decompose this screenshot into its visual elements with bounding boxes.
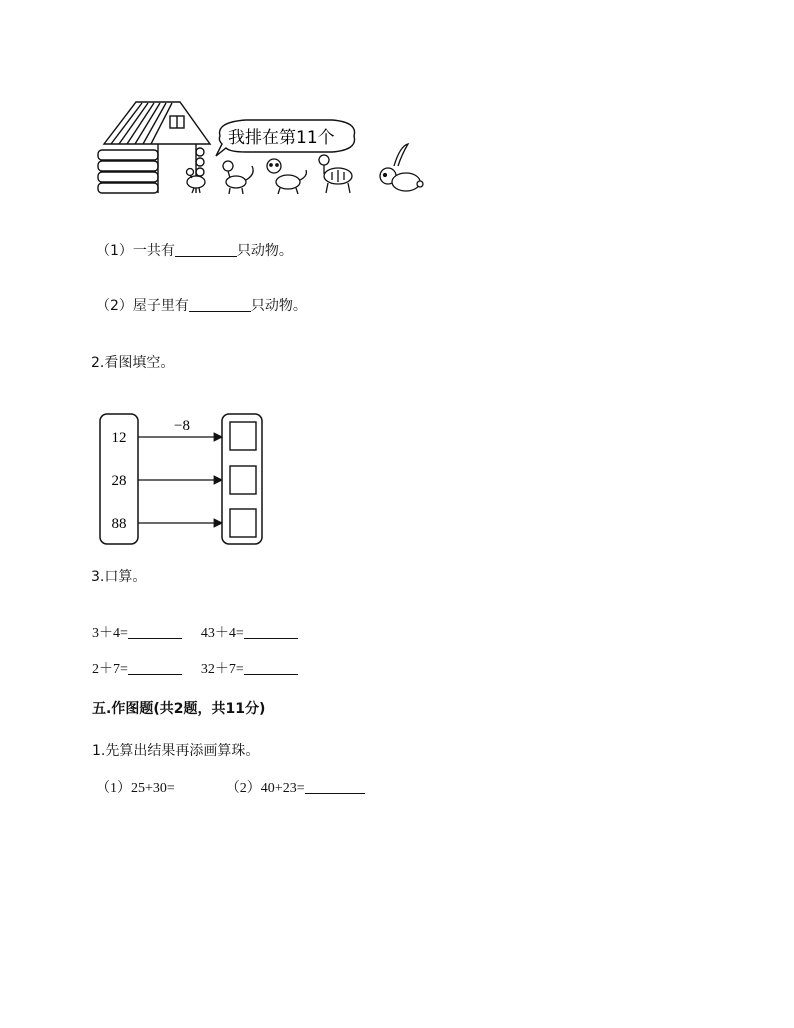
cat-drawing bbox=[223, 161, 253, 194]
mental-math-2-left-blank[interactable] bbox=[128, 660, 182, 675]
section-3-title: 3.口算。 bbox=[91, 569, 147, 585]
operation-label: −8 bbox=[174, 418, 190, 434]
mental-math-1-left-blank[interactable] bbox=[128, 624, 182, 639]
question-1-answer-blank[interactable] bbox=[175, 242, 237, 257]
answer-box-2[interactable] bbox=[230, 466, 256, 494]
answer-box-3[interactable] bbox=[230, 509, 256, 537]
question-5-1-item-1: （1）25+30= bbox=[96, 781, 175, 796]
animals-queue-illustration bbox=[96, 100, 426, 200]
answer-box-1[interactable] bbox=[230, 422, 256, 450]
mental-math-2-right: 32＋7= bbox=[200, 662, 244, 677]
question-2-suffix: 只动物。 bbox=[250, 298, 307, 314]
question-5-1-item-2: （2）40+23= bbox=[225, 781, 305, 796]
tiger-drawing bbox=[267, 159, 306, 194]
speech-bubble-text: 我排在第11个 bbox=[228, 128, 335, 148]
mental-math-1-left: 3＋4= bbox=[92, 626, 128, 641]
mental-math-2-left: 2＋7= bbox=[92, 662, 128, 677]
mental-math-row-1 bbox=[92, 624, 298, 643]
section-2-title: 2.看图填空。 bbox=[91, 355, 175, 371]
question-2-prefix: （2）屋子里有 bbox=[96, 298, 189, 314]
question-2 bbox=[96, 297, 307, 315]
section-5-title: 五.作图题(共2题，共11分) bbox=[92, 701, 266, 717]
question-1-prefix: （1）一共有 bbox=[96, 243, 175, 259]
mental-math-1-right: 43＋4= bbox=[200, 626, 244, 641]
question-1-suffix: 只动物。 bbox=[236, 243, 293, 259]
rabbit-drawing bbox=[380, 144, 423, 191]
mental-math-2-right-blank[interactable] bbox=[244, 660, 298, 675]
question-5-1-title: 1.先算出结果再添画算珠。 bbox=[92, 743, 260, 759]
question-5-1-item-2-blank[interactable] bbox=[305, 779, 365, 794]
speech-bubble bbox=[216, 120, 355, 156]
question-1 bbox=[96, 242, 293, 260]
input-number-3: 88 bbox=[111, 516, 127, 532]
mental-math-1-right-blank[interactable] bbox=[244, 624, 298, 639]
goat-drawing bbox=[319, 155, 352, 193]
question-2-answer-blank[interactable] bbox=[189, 297, 251, 312]
input-number-1: 12 bbox=[111, 430, 127, 446]
question-5-1-items bbox=[96, 779, 365, 798]
mental-math-row-2 bbox=[92, 660, 298, 679]
input-number-2: 28 bbox=[111, 473, 127, 489]
subtraction-mapping-diagram bbox=[96, 410, 266, 550]
